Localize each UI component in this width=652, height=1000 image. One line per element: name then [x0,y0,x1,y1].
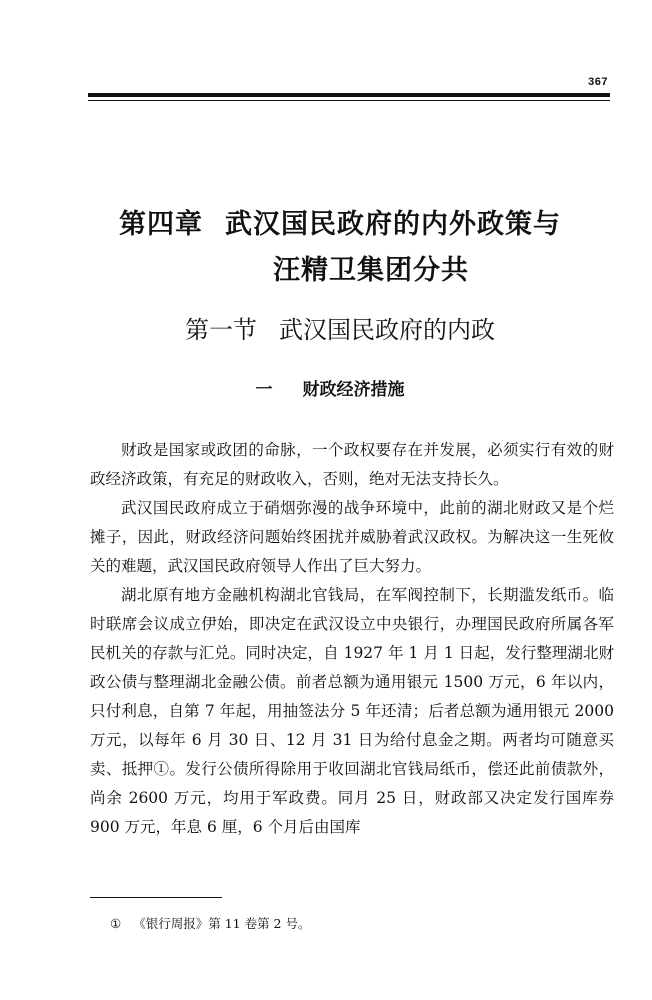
page-number: 367 [588,76,608,88]
subsection-title-text: 财政经济措施 [302,380,405,400]
footnote-rule [90,897,222,898]
paragraph: 武汉国民政府成立于硝烟弥漫的战争环境中，此前的湖北财政又是个烂摊子，因此，财政经济问题始终困扰并威胁着武汉政权。为解决这一生死攸关的难题，武汉国民政府领导人作出了巨大努力。 [90,499,614,575]
subsection-label: 一 [255,380,273,400]
header-rule-thick [88,93,610,97]
section-title [0,314,652,346]
footnote-text: 《银行周报》第 11 卷第 2 号。 [133,916,311,931]
body-text [90,436,614,842]
paragraph: 湖北原有地方金融机构湖北官钱局，在军阀控制下，长期滥发纸币。临时联席会议成立伊始，即决定在武汉设立中央银行，办理国民政府所属各军民机关的存款与汇兑。同时决定，自 1927 年 1 月 1 日起，发行整理湖北财政公债与整理湖北金融公债。前者总额为通用银元 1500 万元，6 年以内，只付利息，自第 7 年起，用抽签法分 5 年还清；后者总额为通用银元 2000 万元，以每年 6 月 30 日、12 月 31 日为给付息金之期。两者均可随意买卖、抵押①。发行公债所得除用于收回湖北官钱局纸币，偿还此前债款外，尚余 2600 万元，均用于军政费。同月 25 日，财政部又决定发行国库券 900 万元，年息 6 厘，6 个月后由国库 [90,586,614,836]
chapter-title-line1 [0,202,652,248]
chapter-title-text-line1: 武汉国民政府的内外政策与 [225,209,561,240]
chapter-title [0,202,652,294]
paragraph: 财政是国家或政团的命脉，一个政权要存在并发展，必须实行有效的财政经济政策，有充足的财政收入，否则，绝对无法支持长久。 [90,441,614,488]
header-rule-thin [88,100,610,101]
section-title-text: 武汉国民政府的内政 [279,316,495,344]
footnote-mark: ① [110,916,122,931]
chapter-title-text-line2: 汪精卫集团分共 [273,255,469,286]
footnote [110,914,310,932]
chapter-label: 第四章 [119,209,203,240]
section-label: 第一节 [185,316,257,344]
subsection-title [0,378,652,402]
